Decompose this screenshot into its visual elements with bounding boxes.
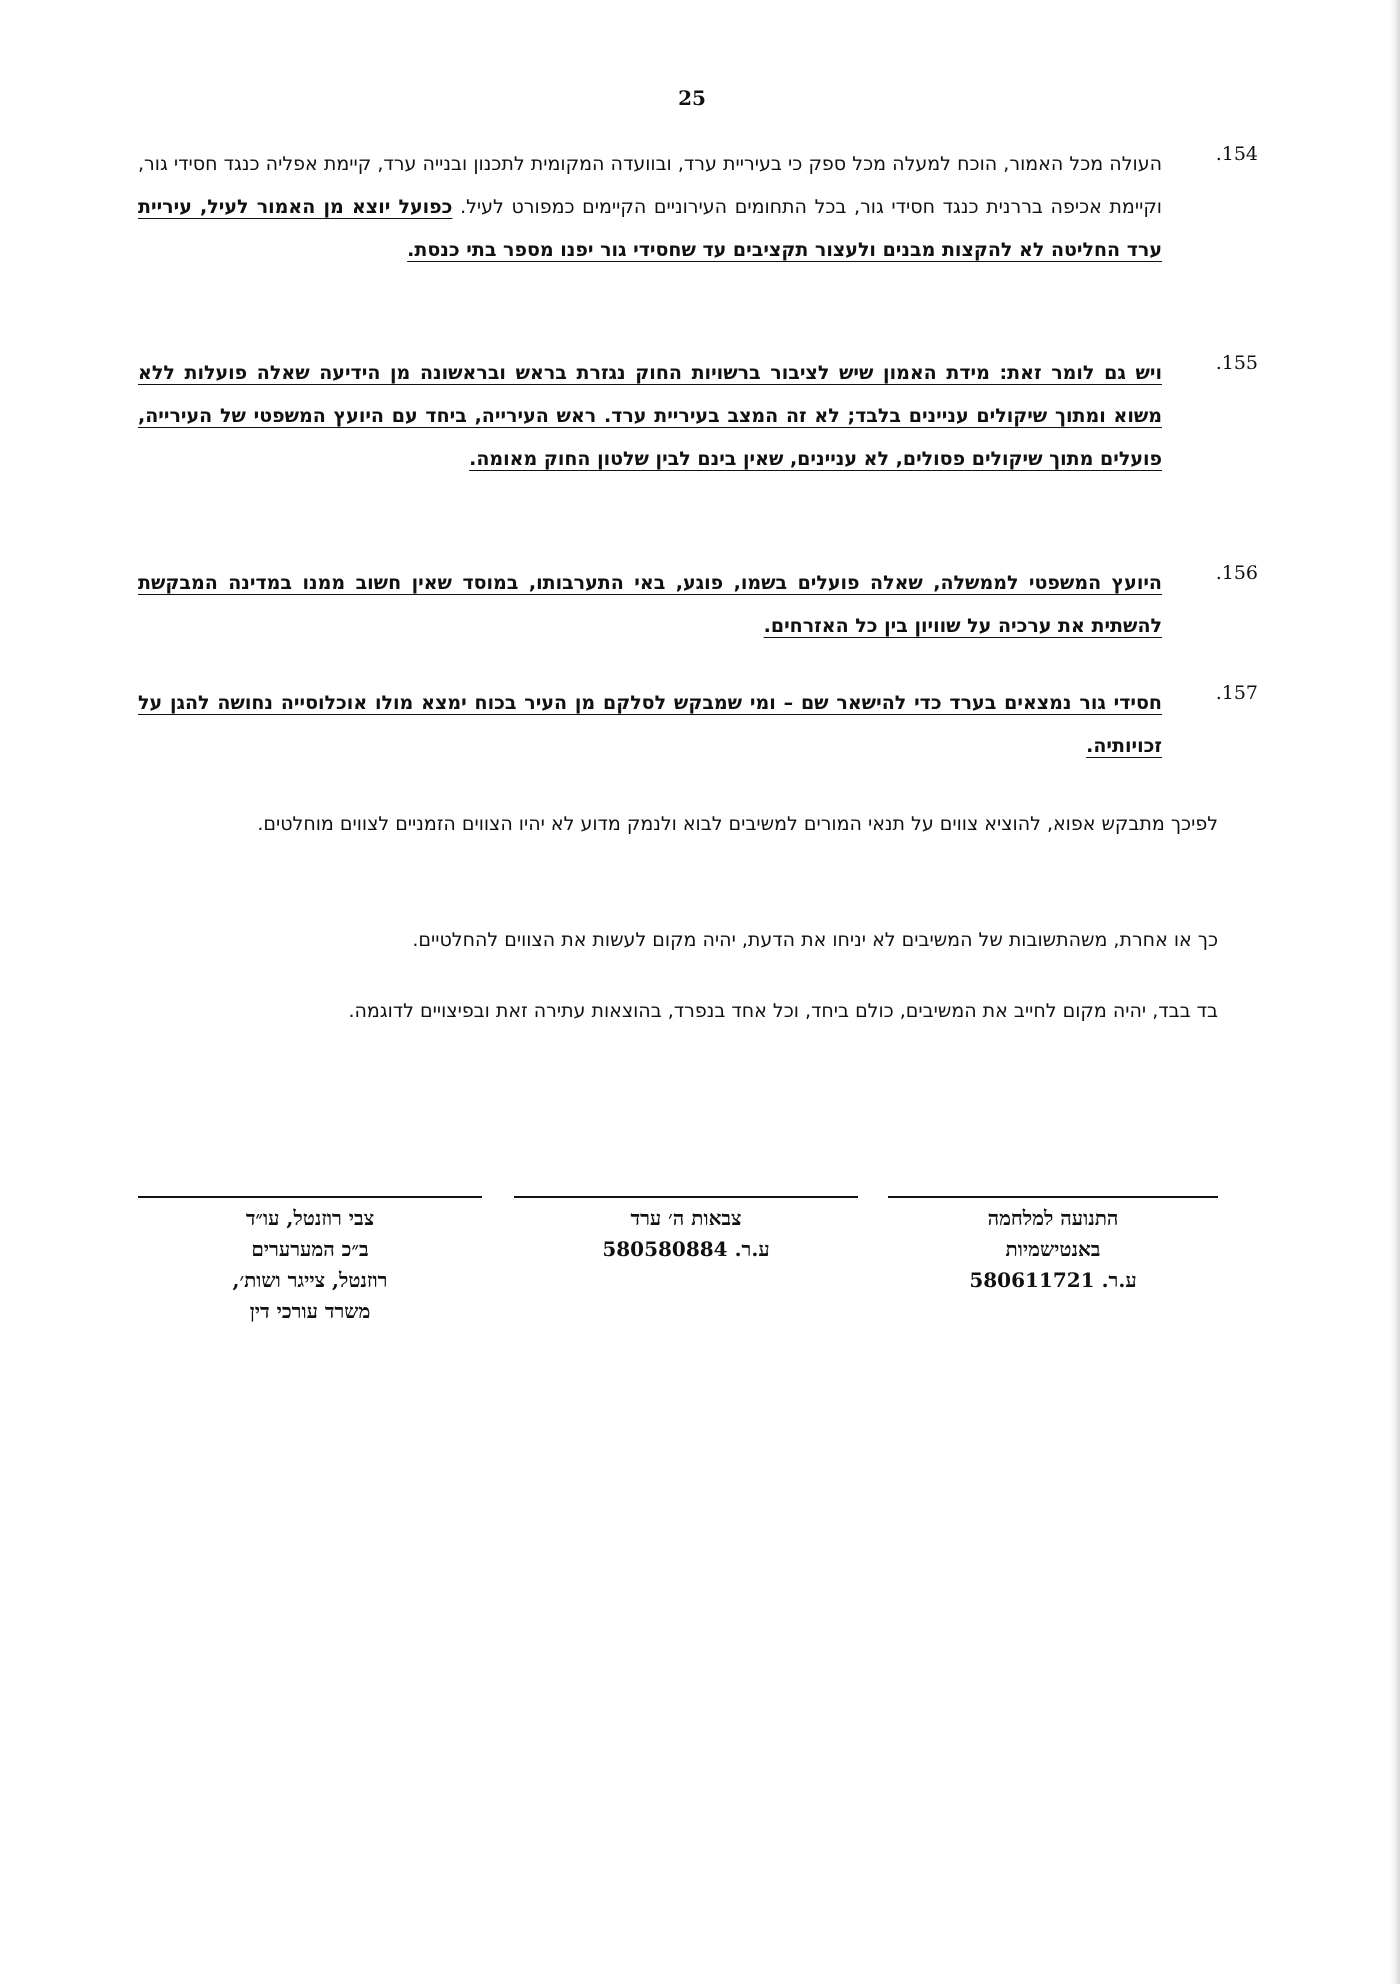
paragraph-number: .155: [1215, 352, 1258, 374]
paragraph-text: [138, 352, 1162, 481]
paragraph-157: [138, 682, 1258, 768]
relief-paragraph-orders: לפיכך מתבקש אפוא, להוציא צווים על תנאי המורים למשיבים לבוא ולנמק מדוע לא יהיו הצווים הזמניים לצווים מוחלטים.: [257, 813, 1218, 835]
paragraph-number: .156: [1215, 562, 1258, 584]
signature-block-lawyer: [138, 1203, 482, 1327]
signature-block-movement: [888, 1203, 1218, 1296]
paragraph-emphasis-text: חסידי גור נמצאים בערד כדי להישאר שם – ומי שמבקש לסלקם מן העיר בכוח ימצא מולו אוכלוסייה נחושה להגן על זכויותיה.: [138, 692, 1162, 757]
signature-line-movement: [888, 1196, 1218, 1198]
paragraph-155: [138, 352, 1258, 481]
movement-name-line2: באנטישמיות: [1005, 1237, 1101, 1261]
signature-line-lawyer: [138, 1196, 482, 1198]
paragraph-text: [138, 143, 1162, 272]
paragraph-plain-text: העולה מכל האמור, הוכח למעלה מכל ספק כי בעיריית ערד, ובוועדה המקומית לתכנון ובנייה ערד, קיימת אפליה כנגד חסידי גור, וקיימת אכיפה בררנית כנגד חסידי גור, בכל התחומים העירוניים הקיימים כמפורט לעיל.: [138, 153, 1162, 218]
tzivot-registration: [514, 1234, 858, 1265]
lawyer-firm: רוזנטל, צייגר ושות׳,: [232, 1268, 388, 1292]
tzivot-name: צבאות ה׳ ערד: [630, 1206, 742, 1230]
paragraph-text: [138, 562, 1162, 648]
registration-label: ע.ר.: [734, 1237, 770, 1261]
paragraph-emphasis-text: כפועל יוצא מן האמור לעיל, עיריית ערד החליטה לא להקצות מבנים ולעצור תקציבים עד שחסידי גור יפנו מספר בתי כנסת.: [138, 196, 1162, 261]
lawyer-name: צבי רוזנטל, עו״ד: [245, 1206, 375, 1230]
registration-label: ע.ר.: [1101, 1268, 1137, 1292]
signature-block-tzivot: [514, 1203, 858, 1265]
paragraph-number: .157: [1215, 682, 1258, 704]
registration-number: 580611721: [969, 1268, 1095, 1292]
paragraph-text: [138, 682, 1162, 768]
signature-line-tzivot: [514, 1196, 858, 1198]
paragraph-156: [138, 562, 1258, 648]
page-number: 25: [678, 86, 706, 110]
paragraph-number: .154: [1215, 143, 1258, 165]
paragraph-154: [138, 143, 1258, 272]
paragraph-emphasis-text: ויש גם לומר זאת: מידת האמון שיש לציבור ברשויות החוק נגזרת בראש ובראשונה מן הידיעה שאלה פועלות ללא משוא ומתוך שיקולים עניינים בלבד; לא זה המצב בעיריית ערד. ראש העירייה, ביחד עם היועץ המשפטי של העירייה, פועלים מתוך שיקולים פסולים, לא עניינים, שאין בינם לבין שלטון החוק מאומה.: [138, 362, 1162, 470]
movement-name-line1: התנועה למלחמה: [987, 1206, 1119, 1230]
lawyer-role: ב״כ המערערים: [251, 1237, 369, 1261]
registration-number: 580580884: [602, 1237, 728, 1261]
page-edge-shadow: [1390, 0, 1400, 1984]
relief-paragraph-absolute-orders: כך או אחרת, משהתשובות של המשיבים לא יניחו את הדעת, יהיה מקום לעשות את הצווים להחלטיים.: [412, 929, 1218, 951]
relief-paragraph-costs: בד בבד, יהיה מקום לחייב את המשיבים, כולם ביחד, וכל אחד בנפרד, בהוצאות עתירה זאת ובפיצויים לדוגמה.: [348, 1000, 1218, 1022]
movement-registration: [888, 1265, 1218, 1296]
paragraph-emphasis-text: היועץ המשפטי לממשלה, שאלה פועלים בשמו, פוגע, באי התערבותו, במוסד שאין חשוב ממנו במדינה המבקשת להשתית את ערכיה על שוויון בין כל האזרחים.: [138, 572, 1162, 637]
lawyer-office: משרד עורכי דין: [249, 1299, 371, 1323]
